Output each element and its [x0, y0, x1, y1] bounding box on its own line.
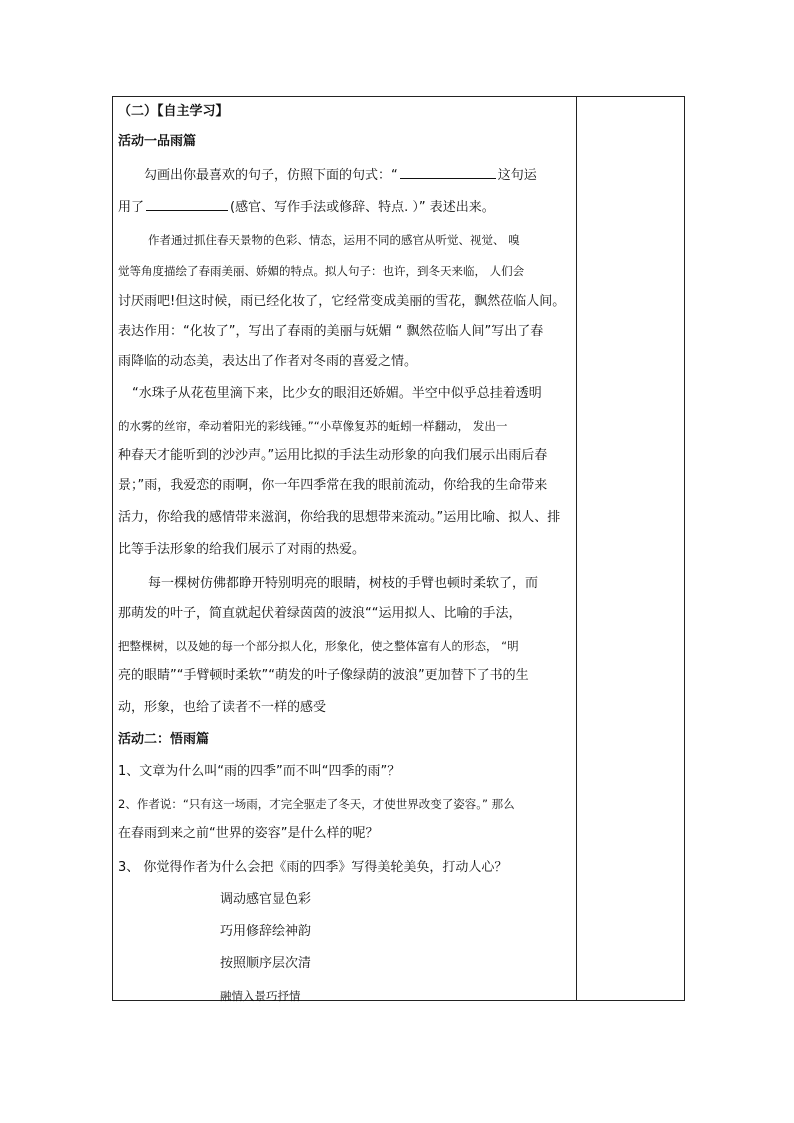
paragraph2-line2: 的水雾的丝帘，牵动着阳光的彩线锤。”“小草像复苏的蚯蚓一样翻动， 发出一	[118, 419, 508, 433]
paragraph3-line1: 每一棵树仿佛都睁开特别明亮的眼睛，树枝的手臂也顿时柔软了，而	[148, 576, 539, 591]
prompt-part-b: 这句运	[497, 168, 537, 183]
paragraph2-line4: 景；”雨，我爱恋的雨啊，你一年四季常在我的眼前流动，你给我的生命带来	[118, 478, 548, 493]
paragraph1-line3: 讨厌雨吧!但这时候，雨已经化妆了，它经常变成美丽的雪花，飘然莅临人间。	[118, 294, 566, 309]
activity1-prompt-line2	[118, 196, 495, 218]
paragraph1-line4: 表达作用：“化妆了”，写出了春雨的美丽与妩媚 “ 飘然莅临人间”写出了春	[118, 324, 544, 339]
paragraph2-line3: 种春天才能听到的沙沙声。”运用比拟的手法生动形象的向我们展示出雨后春	[118, 448, 548, 463]
activity1-title: 活动一品雨篇	[118, 134, 197, 149]
prompt-part-c: 用了	[118, 200, 145, 215]
paragraph1-line5: 雨降临的动态美，表达出了作者对冬雨的喜爱之情。	[118, 354, 418, 369]
fill-blank-2	[146, 196, 228, 211]
section-title: （二）【自主学习】	[118, 104, 229, 119]
paragraph3-line2: 那萌发的叶子，简直就起伏着绿茵茵的波浪““运用拟人、比喻的手法，	[118, 606, 522, 621]
prompt-part-a: 勾画出你最喜欢的句子，仿照下面的句式：“	[144, 168, 398, 183]
activity1-prompt-line1	[144, 164, 537, 186]
question-3: 3、 你觉得作者为什么会把《雨的四季》写得美轮美奂，打动人心？	[118, 860, 508, 875]
activity2-title: 活动二：悟雨篇	[118, 732, 210, 747]
paragraph1-line1: 作者通过抓住春天景物的色彩、情态，运用不同的感官从听觉、视觉、 嗅	[148, 233, 520, 247]
paragraph3-line4: 亮的眼睛”“手臂顿时柔软”“萌发的叶子像绿荫的波浪”更加替下了书的生	[118, 668, 529, 683]
question-2-line1: 2、作者说：“只有这一场雨，才完全驱走了冬天，才使世界改变了姿容。” 那么	[118, 797, 515, 811]
answer-item: 融情入景巧抒情	[220, 989, 301, 1003]
paragraph2-line1: “水珠子从花苞里滴下来，比少女的眼泪还娇媚。半空中似乎总挂着透明	[132, 386, 542, 401]
paragraph3-line5: 动，形象，也给了读者不一样的感受	[118, 700, 327, 715]
question-1: 1、文章为什么叫“雨的四季”而不叫“四季的雨”？	[118, 764, 401, 779]
question-2-line2: 在春雨到来之前“世界的姿容”是什么样的呢？	[118, 826, 379, 841]
prompt-part-d: (感官、写作手法或修辞、特点. ）” 表述出来。	[230, 200, 495, 215]
paragraph2-line6: 比等手法形象的给我们展示了对雨的热爱。	[118, 542, 366, 557]
paragraph1-line2: 觉等角度描绘了春雨美丽、娇媚的特点。拟人句子：也许，到冬天来临， 人们会	[118, 264, 525, 278]
answer-item: 调动感官显色彩	[220, 892, 312, 907]
paragraph2-line5: 活力，你给我的感情带来滋润，你给我的思想带来流动。”运用比喻、拟人、排	[118, 510, 561, 525]
answer-item: 按照顺序层次清	[220, 956, 312, 971]
answer-item: 巧用修辞绘神韵	[220, 924, 312, 939]
fill-blank-1	[400, 164, 496, 179]
paragraph3-line3: 把整棵树，以及她的每一个部分拟人化，形象化，使之整体富有人的形态， “明	[118, 639, 519, 653]
column-divider	[576, 96, 577, 1001]
